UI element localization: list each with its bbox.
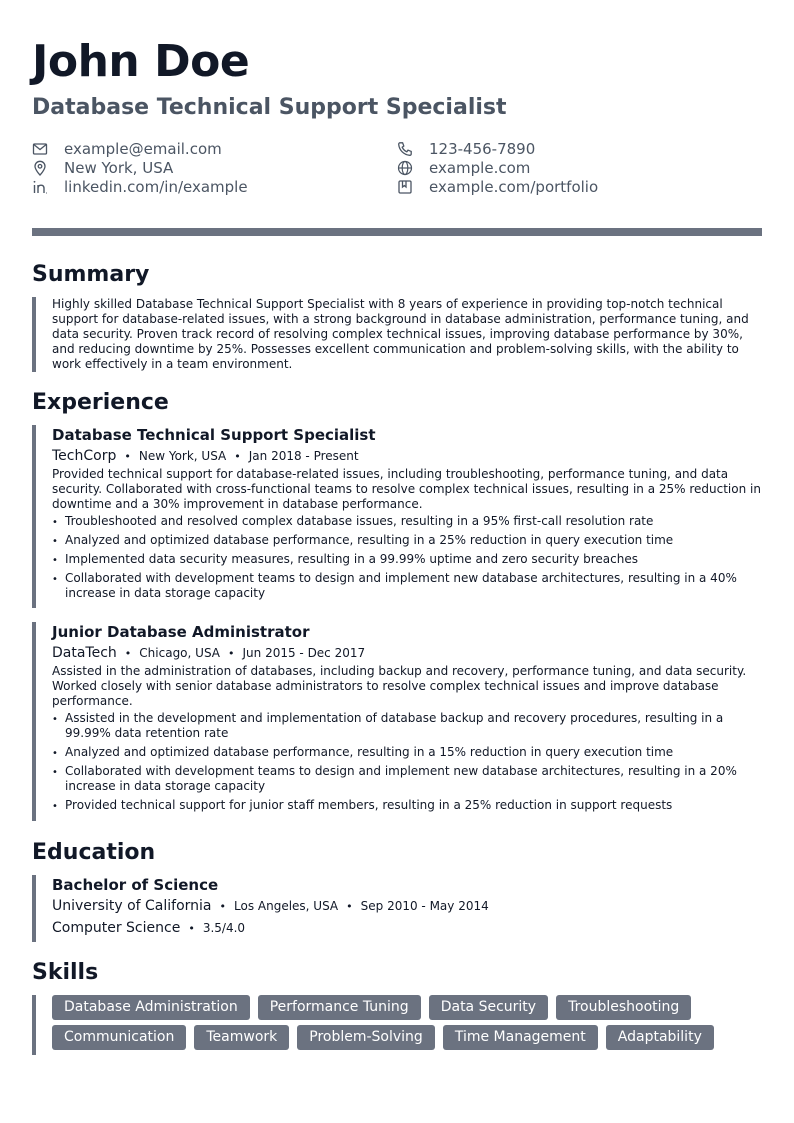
contact-email-text: example@email.com: [64, 139, 222, 158]
candidate-name: John Doe: [32, 36, 250, 87]
skills-block: [32, 995, 762, 1055]
education-field-row: [52, 917, 762, 939]
job-description: Assisted in the administration of databases, including backup and recovery, performance tuning, and data security. Worked closely with senior database administrators to resolve complex technical issues and improve database performance.: [52, 664, 747, 708]
skill-tag: Teamwork: [194, 1025, 289, 1050]
job-achievements: [52, 711, 762, 813]
portfolio-icon: [397, 179, 413, 195]
phone-icon: [397, 141, 413, 157]
experience-heading: Experience: [32, 390, 169, 415]
field-of-study: Computer Science: [52, 920, 181, 936]
skill-tag: Communication: [52, 1025, 186, 1050]
education-heading: Education: [32, 840, 156, 865]
contact-portfolio[interactable]: [397, 177, 598, 196]
summary-heading: Summary: [32, 262, 150, 287]
job-entry: [32, 425, 762, 608]
gpa-value: 3.5/4.0: [202, 921, 246, 935]
list-item: • Assisted in the development and implementation of database backup and recovery procedures, resulting in a 99.99% data retention rate: [52, 711, 762, 741]
skill-tag: Troubleshooting: [556, 995, 691, 1020]
contact-location-text: New York, USA: [64, 158, 174, 177]
job-company: DataTech: [52, 645, 117, 661]
job-position: Junior Database Administrator: [52, 623, 310, 641]
job-meta: [52, 445, 762, 467]
contact-website-text: example.com: [429, 158, 531, 177]
contact-phone[interactable]: [397, 139, 535, 158]
job-dates: Jun 2015 - Dec 2017: [242, 646, 366, 660]
skill-tag: Adaptability: [606, 1025, 714, 1050]
skills-list: [52, 995, 752, 1050]
summary-text: Highly skilled Database Technical Support Specialist with 8 years of experience in providing top-notch technical support for database-related issues, with a strong background in database administration, performance tuning, and data security. Proven track record of resolving complex technical issues, improving database performance by 30%, and reducing downtime by 25%. Possesses excellent communication and problem-solving skills, with the ability to work effectively in a team environment.: [52, 297, 749, 371]
list-item: • Troubleshooted and resolved complex database issues, resulting in a 95% first-call resolution rate: [52, 514, 762, 529]
education-meta: [52, 895, 762, 917]
education-dates: Sep 2010 - May 2014: [360, 899, 489, 913]
job-meta: [52, 642, 762, 664]
job-location: New York, USA: [138, 449, 227, 463]
header-divider: [32, 228, 762, 236]
contact-website[interactable]: [397, 158, 530, 177]
list-item: • Analyzed and optimized database performance, resulting in a 25% reduction in query execution time: [52, 533, 762, 548]
school-location: Los Angeles, USA: [234, 899, 339, 913]
job-title-heading: Database Technical Support Specialist: [32, 95, 507, 120]
separator-dot: •: [124, 646, 132, 660]
contact-email[interactable]: [32, 139, 222, 158]
contact-linkedin[interactable]: [32, 177, 248, 196]
skill-tag: Problem-Solving: [297, 1025, 435, 1050]
job-achievements: [52, 514, 762, 601]
education-entry: [32, 875, 762, 942]
job-dates: Jan 2018 - Present: [248, 449, 359, 463]
school-name: University of California: [52, 898, 212, 914]
job-position: Database Technical Support Specialist: [52, 426, 376, 444]
list-item: • Collaborated with development teams to design and implement new database architectures, resulting in a 40% increase in data storage capacity: [52, 571, 762, 601]
mail-icon: [32, 141, 48, 157]
contact-portfolio-text: example.com/portfolio: [429, 177, 599, 196]
skill-tag: Data Security: [429, 995, 548, 1020]
degree-name: Bachelor of Science: [52, 876, 219, 894]
job-company: TechCorp: [52, 448, 117, 464]
separator-dot: •: [228, 646, 235, 660]
list-item: • Implemented data security measures, resulting in a 99.99% uptime and zero security breaches: [52, 552, 762, 567]
separator-dot: •: [219, 899, 226, 913]
separator-dot: •: [124, 449, 131, 463]
skill-tag: Database Administration: [52, 995, 250, 1020]
skill-tag: Performance Tuning: [258, 995, 421, 1020]
skill-tag: Time Management: [443, 1025, 598, 1050]
separator-dot: •: [188, 921, 195, 935]
contact-phone-text: 123-456-7890: [429, 139, 536, 158]
summary-block: [32, 297, 762, 372]
skills-heading: Skills: [32, 960, 99, 985]
list-item: • Collaborated with development teams to design and implement new database architectures, resulting in a 20% increase in data storage capacity: [52, 764, 762, 794]
contact-linkedin-text: linkedin.com/in/example: [64, 177, 248, 196]
location-icon: [32, 160, 48, 176]
job-description: Provided technical support for database-related issues, including troubleshooting, performance tuning, and data security. Collaborated with cross-functional teams to resolve complex technical issues, resulting in a 25% reduction in downtime and a 30% improvement in database performance.: [52, 467, 761, 511]
list-item: • Provided technical support for junior staff members, resulting in a 25% reduction in support requests: [52, 798, 762, 813]
globe-icon: [397, 160, 413, 176]
job-entry: [32, 622, 762, 821]
contact-location: [32, 158, 173, 177]
job-location: Chicago, USA: [139, 646, 220, 660]
list-item: • Analyzed and optimized database performance, resulting in a 15% reduction in query execution time: [52, 745, 762, 760]
linkedin-icon: [32, 179, 48, 195]
separator-dot: •: [346, 899, 353, 913]
separator-dot: •: [234, 449, 241, 463]
